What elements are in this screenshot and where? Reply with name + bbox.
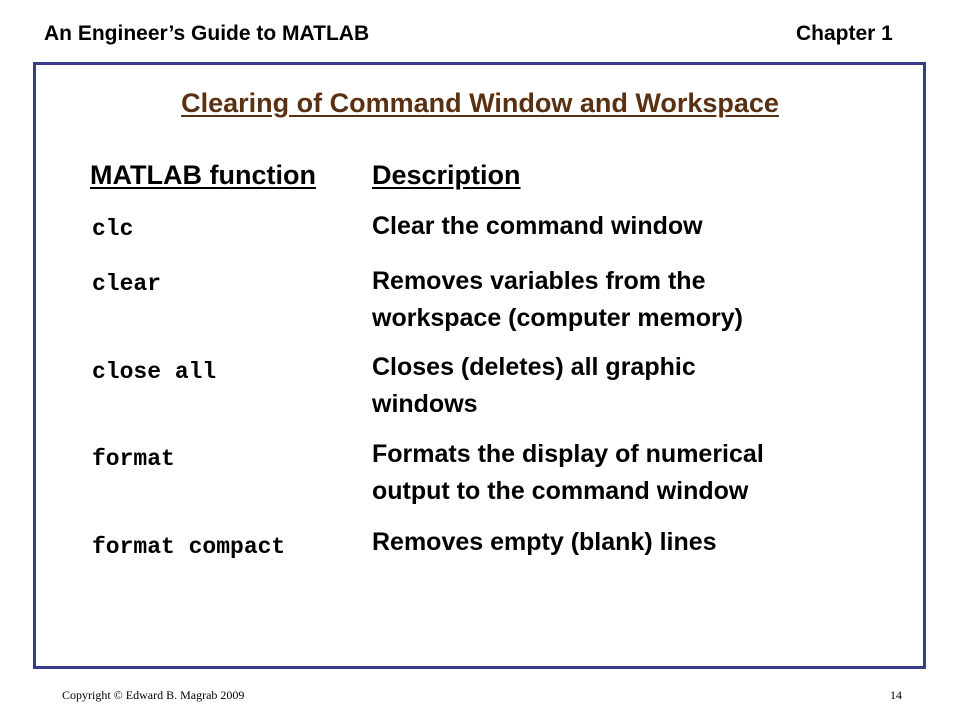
function-description: Removes empty (blank) lines — [372, 528, 717, 556]
column-header-description: Description — [372, 160, 521, 190]
function-name: format compact — [92, 534, 286, 560]
function-description: Closes (deletes) all graphic windows — [372, 353, 696, 418]
book-title: An Engineer’s Guide to MATLAB — [44, 22, 370, 45]
slide-title: Clearing of Command Window and Workspace — [181, 88, 779, 118]
function-name: clear — [92, 271, 162, 297]
column-header-function: MATLAB function — [90, 160, 316, 190]
function-name: clc — [92, 216, 134, 242]
chapter-label: Chapter 1 — [796, 22, 893, 45]
function-description: Clear the command window — [372, 212, 703, 240]
function-name: close all — [92, 359, 217, 385]
function-name: format — [92, 446, 175, 472]
copyright-notice: Copyright © Edward B. Magrab 2009 — [62, 688, 245, 702]
function-description: Removes variables from the workspace (computer memory) — [372, 267, 743, 332]
page-number: 14 — [890, 688, 902, 702]
function-description: Formats the display of numerical output to the command window — [372, 440, 764, 505]
